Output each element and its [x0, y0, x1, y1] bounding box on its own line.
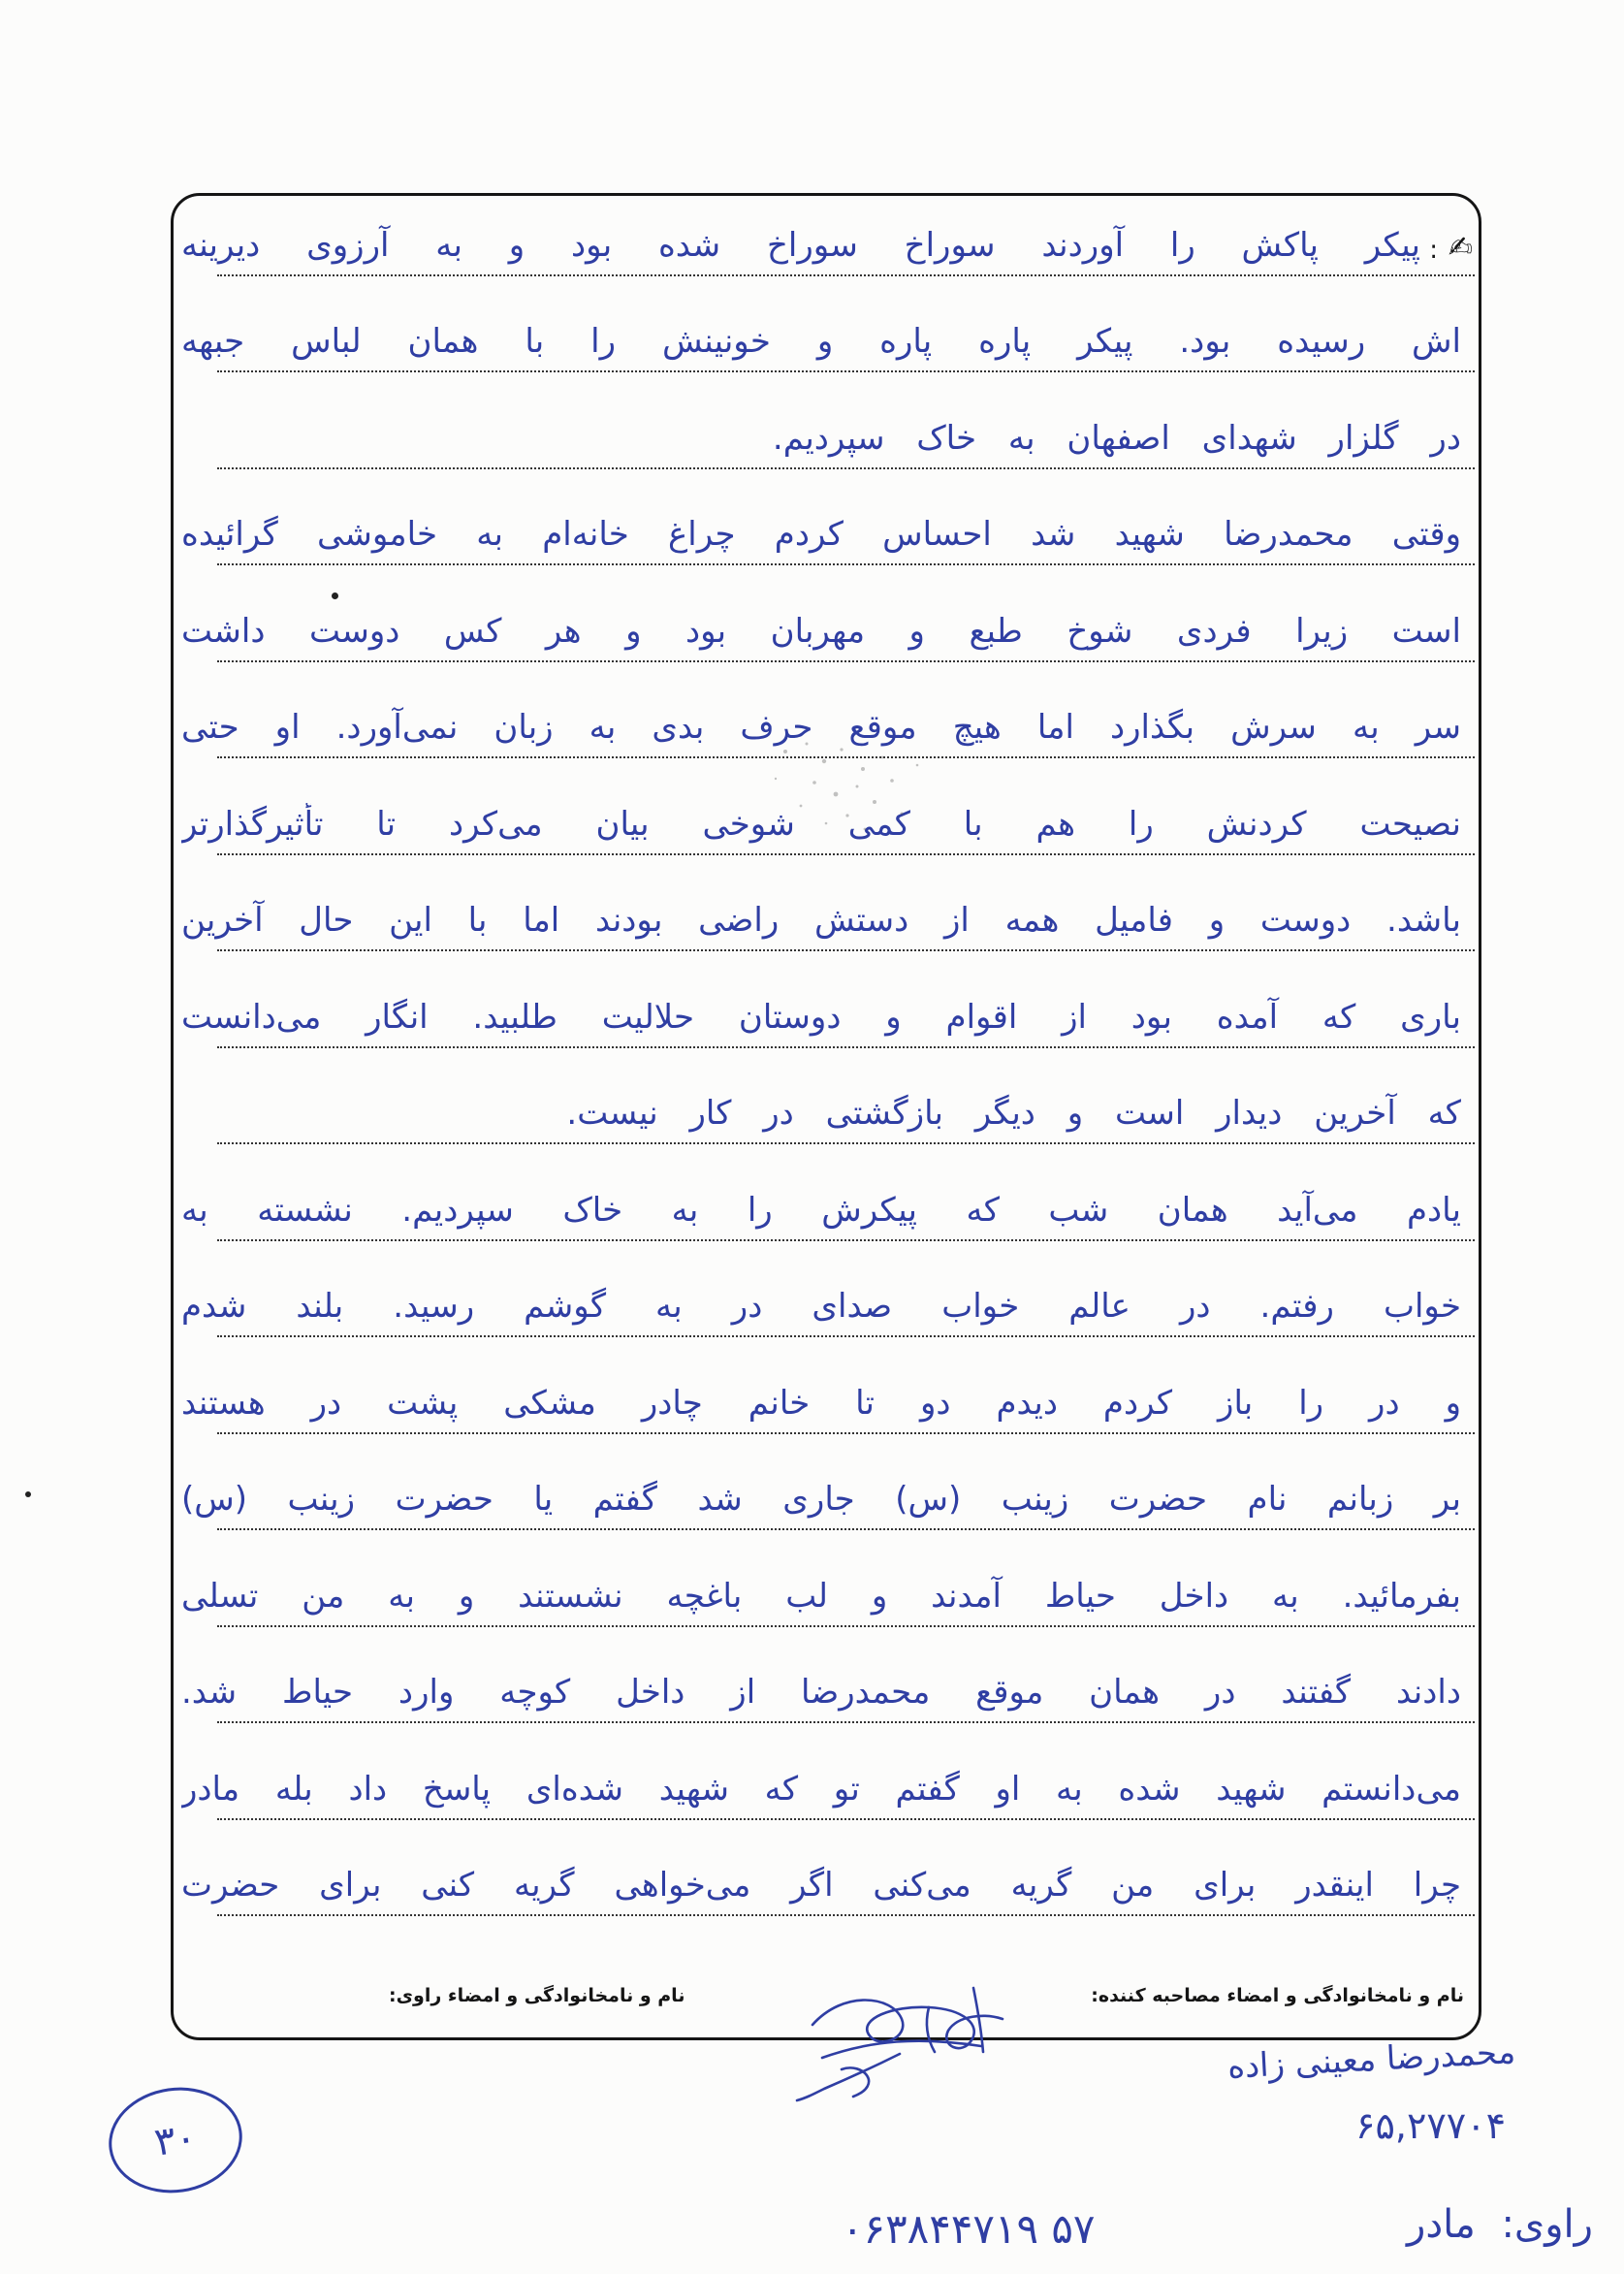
text-line — [174, 855, 1479, 952]
text-line — [174, 1144, 1479, 1241]
handwritten-name: محمدرضا معینی زاده — [1226, 2033, 1516, 2087]
ruled-lines — [174, 179, 1479, 1916]
page-number-value: ۳۰ — [151, 2115, 200, 2165]
handwritten-line: بر زبانم نام حضرت زینب (س) جاری شد گفتم یا حضرت زینب (س) — [181, 1480, 1461, 1519]
handwritten-line: و در را باز کردم دیدم دو تا خانم چادر مشکی پشت در هستند — [181, 1383, 1461, 1423]
pen-icon — [1449, 234, 1473, 263]
text-line — [174, 1048, 1479, 1145]
handwritten-narrator: راوی: مادر — [1407, 2202, 1593, 2247]
ink-blotch — [747, 722, 940, 849]
handwritten-line: می‌دانستم شهید شده به او گفتم تو که شهید شده‌ای پاسخ داد بله مادر — [181, 1769, 1461, 1809]
handwritten-line: در گلزار شهدای اصفهان به خاک سپردیم. — [772, 418, 1461, 458]
text-line — [174, 1337, 1479, 1434]
handwritten-line: باشد. دوست و فامیل همه از دستش راضی بودند اما با این حال آخرین — [181, 901, 1461, 940]
text-line — [174, 1434, 1479, 1531]
handwritten-line: سر به سرش بگذارد اما هیچ موقع حرف بدی به زبان نمی‌آورد. او حتی — [181, 708, 1461, 747]
handwritten-line: وقتی محمدرضا شهید شد احساس کردم چراغ خانه‌ام به خاموشی گرائیده — [181, 515, 1461, 554]
text-line — [174, 179, 1479, 276]
interviewer-signature-label: نام و نامخانوادگی و امضاء مصاحبه کننده: — [1091, 1985, 1464, 2006]
text-line — [174, 372, 1479, 469]
text-line — [174, 276, 1479, 373]
interviewer-signature — [783, 1969, 1008, 2104]
handwritten-line: بفرمائید. به داخل حیاط آمدند و لب باغچه نشستند و به من تسلی — [181, 1576, 1461, 1616]
text-line — [174, 1723, 1479, 1820]
handwritten-line: یادم می‌آید همان شب که پیکرش را به خاک سپردیم. نشسته به — [181, 1190, 1461, 1230]
ink-speck — [25, 1491, 31, 1497]
text-line — [174, 565, 1479, 662]
page-number — [102, 2079, 249, 2201]
handwritten-line: دادند گفتند در همان موقع محمدرضا از داخل کوچه وارد حیاط شد. — [181, 1673, 1461, 1712]
handwritten-line: که آخرین دیدار است و دیگر بازگشتی در کار نیست. — [566, 1094, 1461, 1133]
narrator-signature-label: نام و نامخانوادگی و امضاء راوی: — [389, 1985, 685, 2006]
text-line — [174, 1820, 1479, 1917]
prompt-colon: : — [1429, 235, 1438, 265]
handwritten-line: اش رسیده بود. پیکر پاره پاره و خونینش را با همان لباس جبهه — [181, 322, 1461, 361]
handwritten-line: چرا اینقدر برای من گریه می‌کنی اگر می‌خواهی گریه کنی برای حضرت — [181, 1866, 1461, 1905]
ink-speck — [332, 593, 338, 599]
text-line — [174, 1241, 1479, 1338]
form-frame — [171, 193, 1481, 2040]
handwritten-line: خواب رفتم. در عالم خواب صدای در به گوشم رسید. بلند شدم — [181, 1287, 1461, 1326]
handwritten-code: ۶۵,۲۷۷۰۴ — [1355, 2104, 1506, 2147]
handwritten-phone: ۰۶۳۸۴۴۷۱۹ ۵۷ — [842, 2205, 1096, 2253]
text-line — [174, 1530, 1479, 1627]
text-line — [174, 951, 1479, 1048]
text-line — [174, 469, 1479, 566]
text-line — [174, 1627, 1479, 1724]
handwritten-line: پیکر پاکش را آوردند سوراخ سوراخ شده بود و به آرزوی دیرینه — [181, 225, 1420, 265]
handwritten-line: باری که آمده بود از اقوام و دوستان حلالیت طلبید. انگار می‌دانست — [181, 997, 1461, 1037]
handwritten-line: است زیرا فردی شوخ طبع و مهربان بود و هر کس دوست داشت — [181, 611, 1461, 651]
handwritten-line: نصیحت کردنش را هم با کمی شوخی بیان می‌کرد تا تأثیرگذارتر — [181, 804, 1461, 844]
